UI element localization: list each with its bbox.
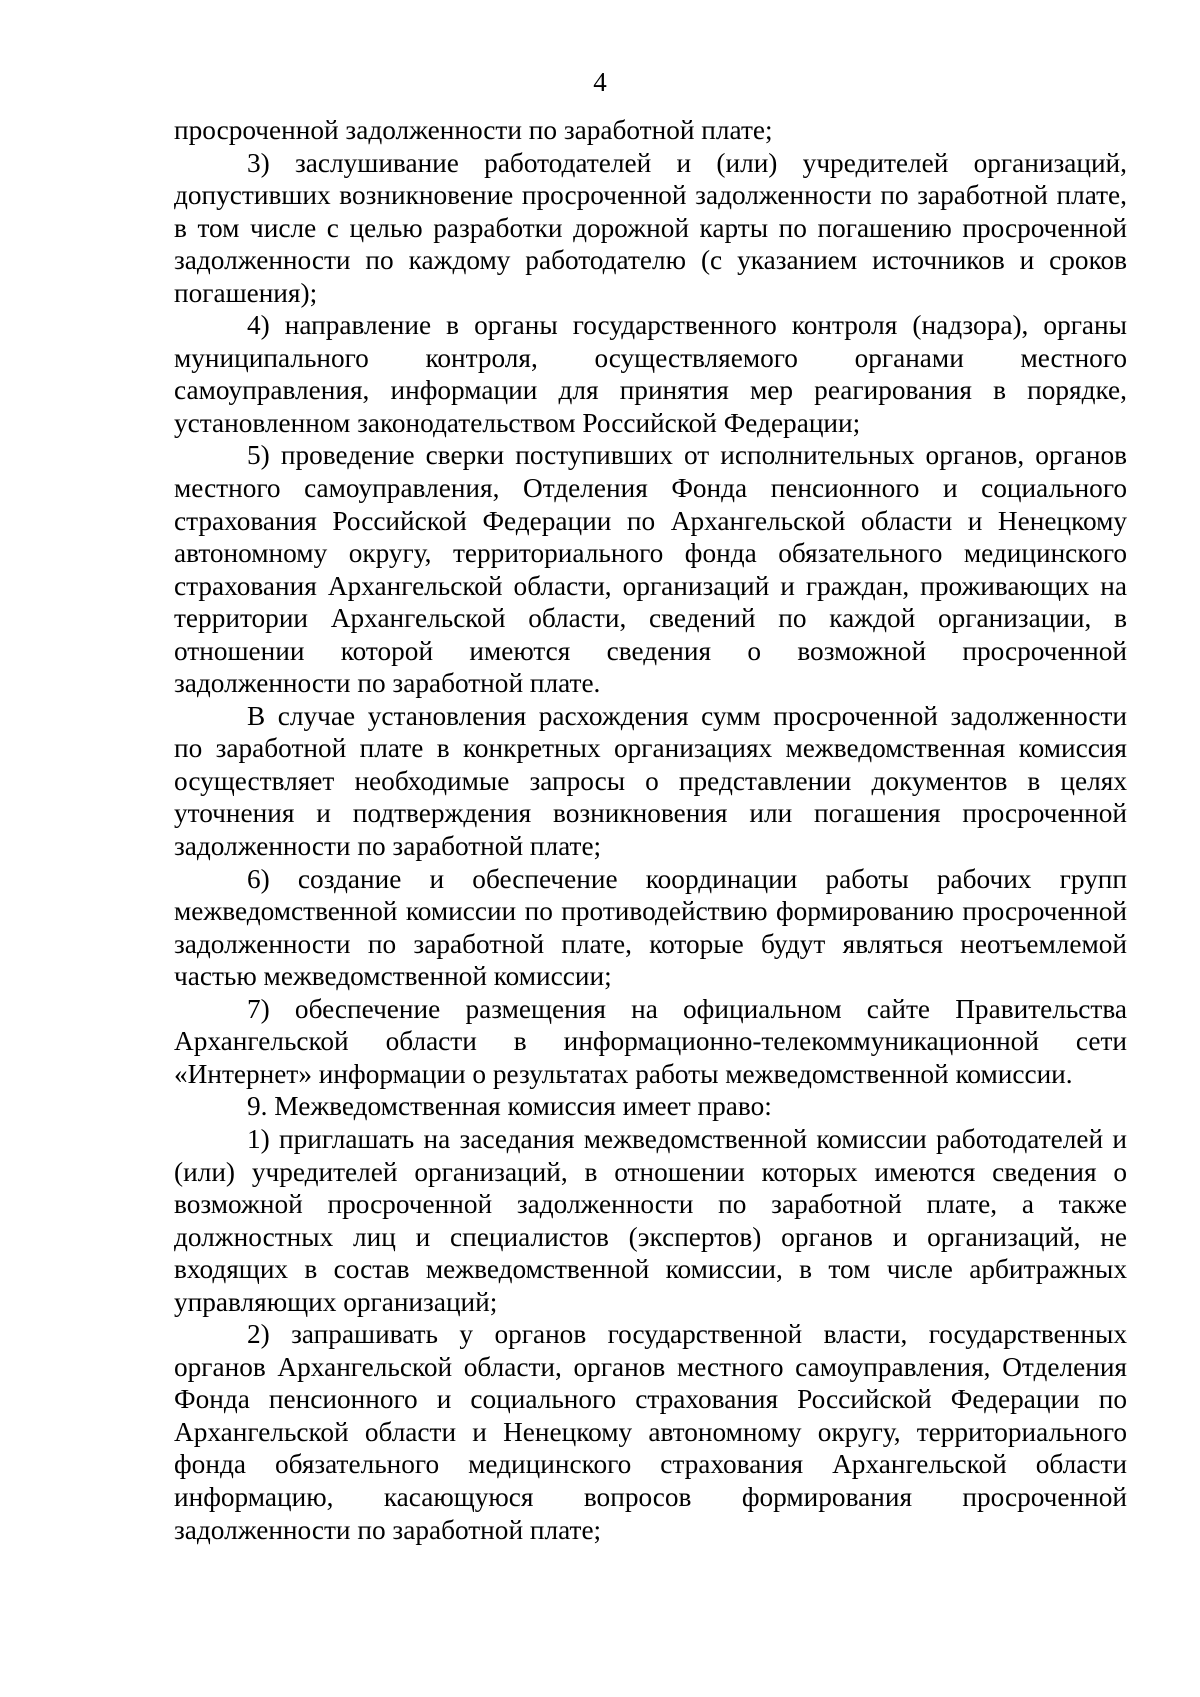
page-number: 4 — [593, 67, 607, 97]
section-9-heading: 9. Межведомственная комиссия имеет право: — [247, 1091, 772, 1122]
document-body — [174, 114, 1127, 1546]
paragraph-item-4: 4) направление в органы государственного контроля (надзора), органы муниципального контроля, осуществляемого органами местного самоуправления, информации для принятия мер реагирования в порядке, установленном законодательством Российской Федерации; — [174, 310, 1127, 438]
paragraph-item-3: 3) заслушивание работодателей и (или) учредителей организаций, допустивших возникновение просроченной задолженности по заработной плате, в том числе с целью разработки дорожной карты по погашению просроченной задолженности по каждому работодателю (с указанием источников и сроков погашения); — [174, 147, 1127, 308]
paragraph-right-1: 1) приглашать на заседания межведомственной комиссии работодателей и (или) учредителей организаций, в отношении которых имеются сведения о возможной просроченной задолженности по заработной плате, а также должностных лиц и специалистов (экспертов) органов и организаций, не входящих в состав межведомственной комиссии, в том числе арбитражных управляющих организаций; — [174, 1123, 1127, 1317]
paragraph-discrepancy-note: В случае установления расхождения сумм просроченной задолженности по заработной плате в конкретных организациях межведомственная комиссия осуществляет необходимые запросы о представлении документов в целях уточнения и подтверждения возникновения или погашения просроченной задолженности по заработной плате; — [174, 700, 1127, 862]
paragraph-item-7: 7) обеспечение размещения на официальном сайте Правительства Архангельской области в информационно-телекоммуникационной сети «Интернет» информации о результатах работы межведомственной комиссии. — [174, 993, 1127, 1089]
paragraph-continuation: просроченной задолженности по заработной плате; — [174, 115, 773, 145]
paragraph-right-2: 2) запрашивать у органов государственной власти, государственных органов Архангельской области, органов местного самоуправления, Отделения Фонда пенсионного и социального страхования Российской Федерации по Архангельской области и Ненецкому автономному округу, территориального фонда обязательного медицинского страхования Архангельской области информацию, касающуюся вопросов формирования просроченной задолженности по заработной плате; — [174, 1319, 1127, 1545]
paragraph-item-5: 5) проведение сверки поступивших от исполнительных органов, органов местного самоуправления, Отделения Фонда пенсионного и социального страхования Российской Федерации по Архангельской области и Ненецкому автономному округу, территориального фонда обязательного медицинского страхования Архангельской области, организаций и граждан, проживающих на территории Архангельской области, сведений по каждой организации, в отношении которой имеются сведения о возможной просроченной задолженности по заработной плате. — [174, 440, 1127, 699]
paragraph-item-6: 6) создание и обеспечение координации работы рабочих групп межведомственной комиссии по противодействию формированию просроченной задолженности по заработной плате, которые будут являться неотъемлемой частью межведомственной комиссии; — [174, 863, 1127, 992]
